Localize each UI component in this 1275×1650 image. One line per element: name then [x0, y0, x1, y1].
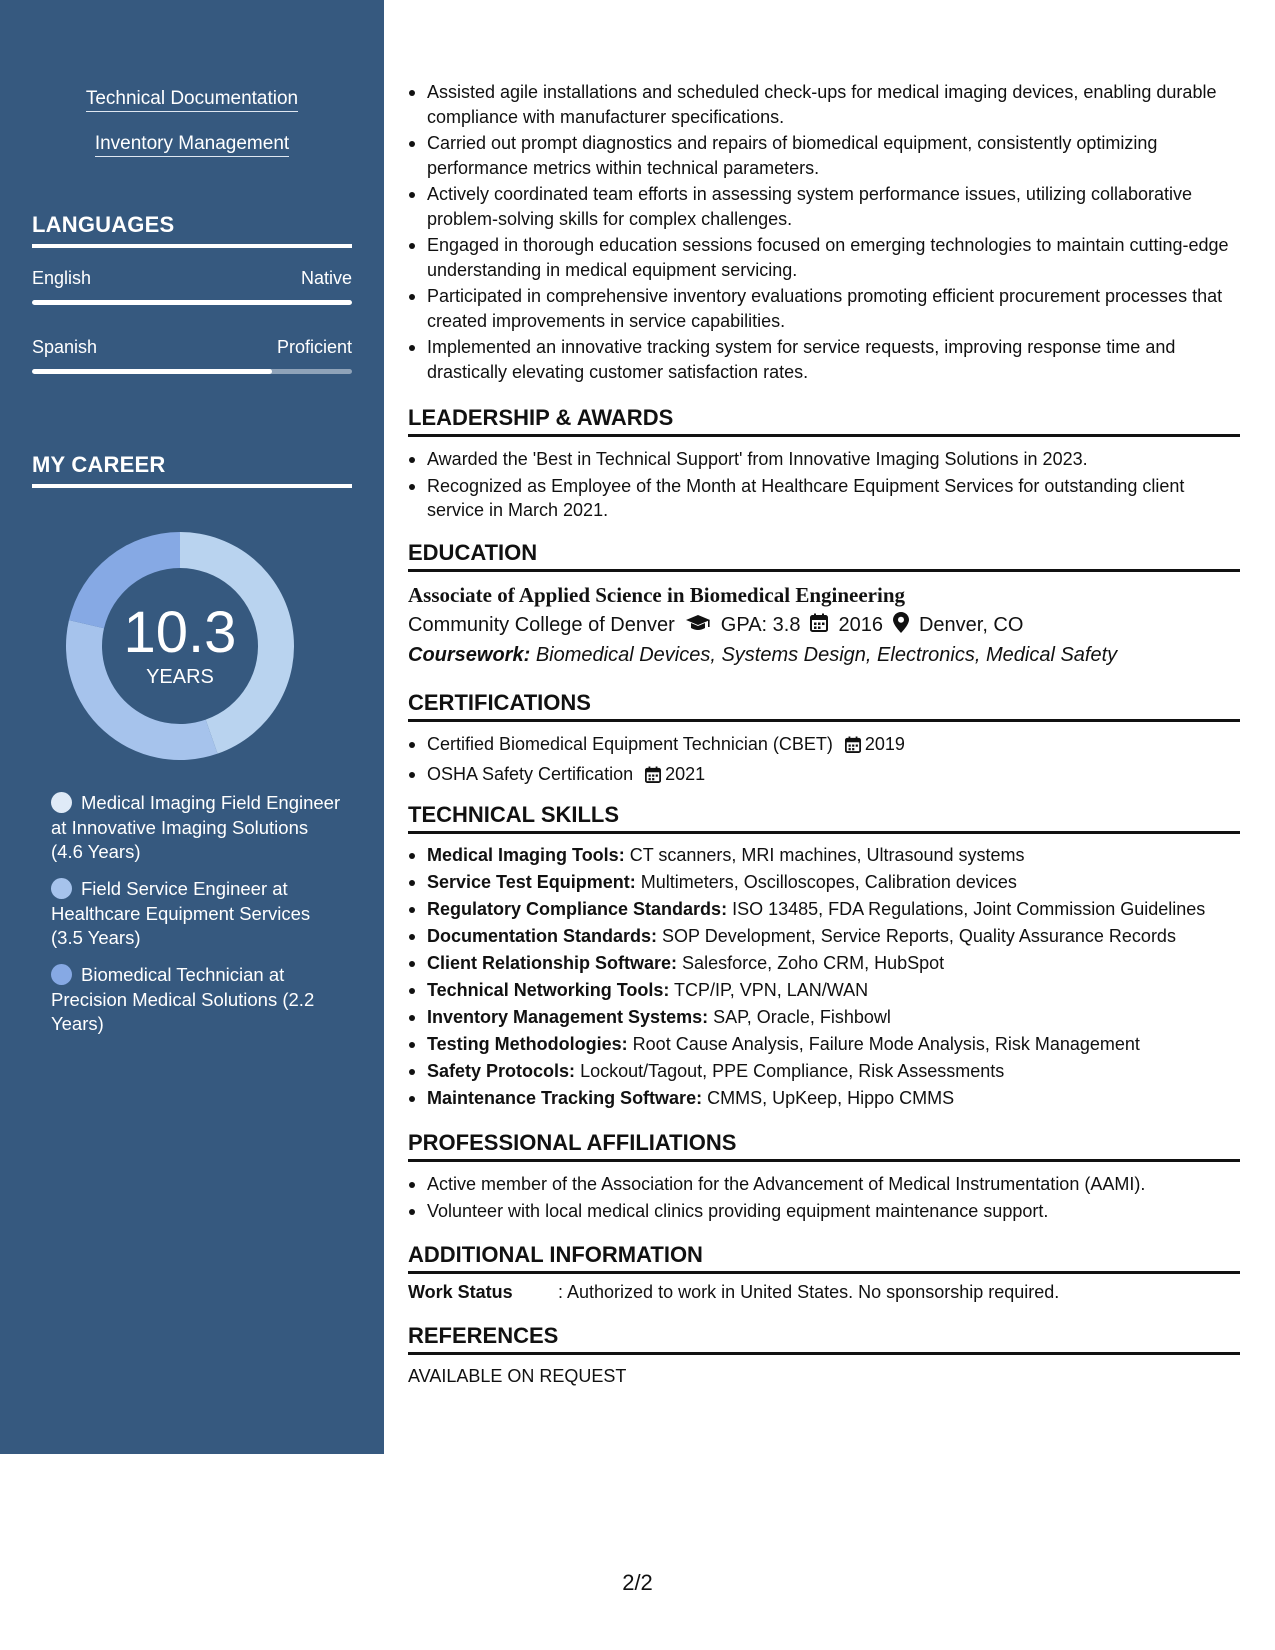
career-dot-icon — [51, 878, 72, 899]
skill-item — [408, 951, 1240, 976]
page-number: 2/2 — [622, 1570, 653, 1595]
skill-category: Testing Methodologies: — [427, 1034, 628, 1054]
certifications-list — [408, 732, 1240, 789]
affiliations-list — [408, 1172, 1240, 1223]
language-level: Proficient — [276, 337, 352, 357]
leadership-item: Awarded the 'Best in Technical Support' from Innovative Imaging Solutions in 2023. — [408, 447, 1240, 472]
skill-item — [408, 870, 1240, 895]
experience-bullet: Engaged in thorough education sessions focused on emerging technologies to maintain cutting-edge understanding in medical equipment servicing. — [408, 233, 1240, 282]
career-item — [51, 791, 341, 865]
skill-link-inventory-management[interactable] — [0, 133, 384, 155]
education-school: Community College of Denver — [408, 614, 675, 636]
skill-values: Multimeters, Oscilloscopes, Calibration devices — [640, 872, 1017, 892]
language-bar-fill — [32, 300, 352, 305]
skill-item — [408, 1086, 1240, 1111]
experience-bullet-list — [408, 80, 1240, 384]
career-years-unit: YEARS — [146, 666, 214, 688]
education-location: Denver, CO — [918, 614, 1024, 636]
languages-heading: LANGUAGES — [32, 212, 352, 248]
language-name: English — [32, 268, 92, 288]
skill-values: Root Cause Analysis, Failure Mode Analysis, Risk Management — [632, 1034, 1140, 1054]
skill-values: ISO 13485, FDA Regulations, Joint Commission Guidelines — [732, 899, 1206, 919]
section-title-education: EDUCATION — [408, 540, 1240, 572]
skill-item — [408, 843, 1240, 868]
skill-label: Technical Documentation — [86, 88, 298, 112]
language-bar-spanish — [32, 369, 352, 374]
leadership-list — [408, 447, 1240, 523]
technical-skills-list — [408, 843, 1240, 1111]
language-row-english — [32, 268, 352, 289]
skill-category: Documentation Standards: — [427, 926, 658, 946]
skill-values: CMMS, UpKeep, Hippo CMMS — [707, 1088, 955, 1108]
education-year: 2016 — [838, 614, 883, 636]
work-status-row — [408, 1282, 1059, 1303]
work-status-value: : Authorized to work in United States. No sponsorship required. — [558, 1282, 1060, 1302]
certification-item — [408, 732, 1240, 760]
language-row-spanish — [32, 337, 352, 358]
skill-item — [408, 1059, 1240, 1084]
graduation-cap-icon — [685, 614, 711, 638]
career-item-text: Biomedical Technician at Precision Medical Solutions (2.2 Years) — [51, 964, 315, 1034]
career-item — [51, 877, 341, 951]
skill-category: Safety Protocols: — [427, 1061, 576, 1081]
skill-category: Service Test Equipment: — [427, 872, 636, 892]
skill-label: Inventory Management — [95, 133, 289, 157]
certification-item — [408, 762, 1240, 790]
skill-values: TCP/IP, VPN, LAN/WAN — [674, 980, 869, 1000]
skill-item — [408, 924, 1240, 949]
skill-values: CT scanners, MRI machines, Ultrasound systems — [629, 845, 1025, 865]
work-status-label: Work Status — [408, 1282, 513, 1302]
skill-category: Client Relationship Software: — [427, 953, 678, 973]
career-item-text: Field Service Engineer at Healthcare Equipment Services (3.5 Years) — [51, 878, 311, 948]
coursework-text: Biomedical Devices, Systems Design, Electronics, Medical Safety — [535, 644, 1118, 666]
certification-name: OSHA Safety Certification — [427, 763, 634, 784]
experience-bullet: Implemented an innovative tracking system for service requests, improving response time and drastically elevating customer satisfaction rates. — [408, 335, 1240, 384]
section-title-technical-skills: TECHNICAL SKILLS — [408, 802, 1240, 834]
career-item-text: Medical Imaging Field Engineer at Innovative Imaging Solutions (4.6 Years) — [51, 792, 341, 862]
career-total-years: 10.3 — [123, 600, 237, 665]
skill-values: Lockout/Tagout, PPE Compliance, Risk Assessments — [580, 1061, 1005, 1081]
section-title-references: REFERENCES — [408, 1323, 1240, 1355]
language-level: Native — [300, 268, 352, 288]
skill-values: Salesforce, Zoho CRM, HubSpot — [682, 953, 945, 973]
skill-category: Regulatory Compliance Standards: — [427, 899, 728, 919]
skill-item — [408, 1032, 1240, 1057]
location-pin-icon — [893, 612, 909, 639]
section-title-certifications: CERTIFICATIONS — [408, 690, 1240, 722]
skill-values: SAP, Oracle, Fishbowl — [713, 1007, 891, 1027]
section-title-affiliations: PROFESSIONAL AFFILIATIONS — [408, 1130, 1240, 1162]
experience-bullet: Carried out prompt diagnostics and repairs of biomedical equipment, consistently optimizing performance metrics within technical parameters. — [408, 131, 1240, 180]
skill-item — [408, 897, 1240, 922]
career-item — [51, 963, 341, 1037]
certification-year: 2019 — [864, 734, 905, 754]
career-dot-icon — [51, 964, 72, 985]
language-name: Spanish — [32, 337, 98, 357]
section-title-leadership: LEADERSHIP & AWARDS — [408, 405, 1240, 437]
education-coursework — [408, 644, 1117, 667]
career-heading: MY CAREER — [32, 452, 352, 488]
calendar-icon — [810, 613, 828, 638]
language-bar-fill — [32, 369, 272, 374]
section-title-additional-info: ADDITIONAL INFORMATION — [408, 1242, 1240, 1274]
certification-year: 2021 — [665, 763, 706, 784]
skill-category: Medical Imaging Tools: — [427, 845, 625, 865]
education-details — [408, 612, 1023, 639]
skill-item — [408, 978, 1240, 1003]
skill-values: SOP Development, Service Reports, Quality Assurance Records — [662, 926, 1176, 946]
education-degree: Associate of Applied Science in Biomedical Engineering — [408, 583, 905, 607]
skill-item — [408, 1005, 1240, 1030]
sidebar — [0, 0, 384, 1454]
calendar-icon — [845, 735, 861, 760]
career-dot-icon — [51, 792, 72, 813]
calendar-icon — [645, 765, 661, 790]
language-bar-english — [32, 300, 352, 305]
skill-category: Technical Networking Tools: — [427, 980, 670, 1000]
career-donut-chart — [66, 532, 294, 760]
skill-category: Maintenance Tracking Software: — [427, 1088, 703, 1108]
coursework-label: Coursework: — [408, 644, 531, 666]
education-gpa: GPA: 3.8 — [720, 614, 801, 636]
experience-bullet: Actively coordinated team efforts in assessing system performance issues, utilizing collaborative problem-solving skills for complex challenges. — [408, 182, 1240, 231]
references-text: AVAILABLE ON REQUEST — [408, 1366, 627, 1386]
experience-bullet: Assisted agile installations and scheduled check-ups for medical imaging devices, enabling durable compliance with manufacturer specifications. — [408, 80, 1240, 129]
experience-bullet: Participated in comprehensive inventory evaluations promoting efficient procurement processes that created improvements in service capabilities. — [408, 284, 1240, 333]
skill-category: Inventory Management Systems: — [427, 1007, 709, 1027]
leadership-item: Recognized as Employee of the Month at Healthcare Equipment Services for outstanding client service in March 2021. — [408, 474, 1240, 523]
affiliation-item: Volunteer with local medical clinics providing equipment maintenance support. — [408, 1199, 1240, 1224]
affiliation-item: Active member of the Association for the Advancement of Medical Instrumentation (AAMI). — [408, 1172, 1240, 1197]
certification-name: Certified Biomedical Equipment Technician (CBET) — [427, 734, 833, 754]
skill-link-technical-documentation[interactable] — [0, 88, 384, 110]
